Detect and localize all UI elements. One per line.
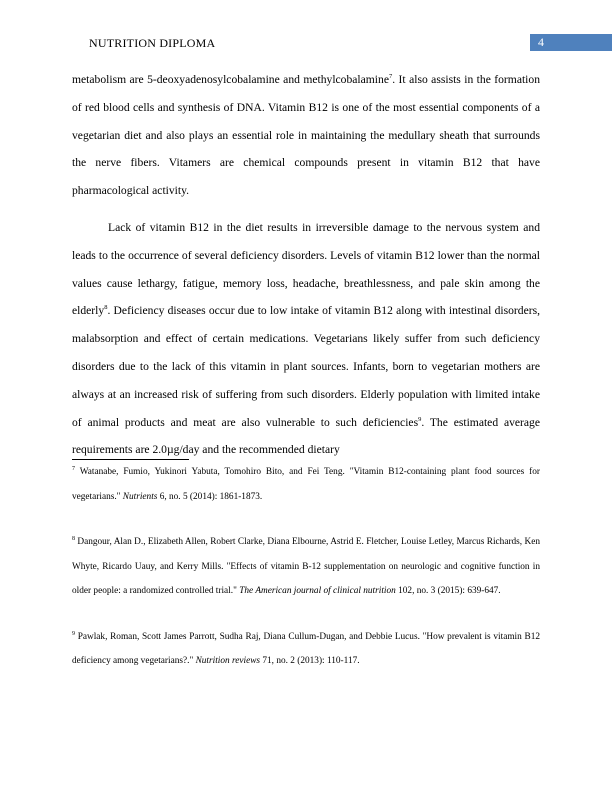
footnote-citation: 6, no. 5 (2014): 1861-1873.	[157, 491, 263, 502]
footnote-number: 7	[72, 465, 75, 472]
paragraph-2-text-a: Lack of vitamin B12 in the diet results in irreversible damage to the nervous system and leads to the occurrence of several deficiency disorders. Levels of vitamin B12 lower than the normal values cause lethargy, fatigue, memory loss, headache, breathlessness, and pale skin among the elderly	[72, 220, 540, 318]
footnote-ref-9: 9	[418, 415, 422, 423]
footnote-journal: Nutrition reviews	[195, 656, 261, 666]
footnote-ref-8: 8	[104, 304, 108, 312]
footnote-citation: 102, no. 3 (2015): 639-647.	[395, 586, 501, 596]
footnote-text: Dangour, Alan D., Elizabeth Allen, Robert Clarke, Diana Elbourne, Astrid E. Fletcher, Louise Letley, Marcus Richards, Ken Whyte, Ricardo Uauy, and Kerry Mills. "Effects of vitamin B-12 supplementation on neurologic and cognitive function in older people: a randomized controlled trial."	[72, 537, 540, 596]
footnote-7	[72, 460, 540, 509]
footnote-ref-7: 7	[388, 73, 393, 81]
footnote-number: 9	[72, 630, 75, 637]
footnotes	[72, 460, 540, 695]
footnote-journal: The American journal of clinical nutrition	[239, 586, 396, 596]
footnote-9	[72, 625, 540, 674]
paragraph-2-text-b: . Deficiency diseases occur due to low intake of vitamin B12 along with intestinal disorders, malabsorption and effect of certain medications. Vegetarians likely suffer from such deficiency disorders due to the lack of this vitamin in plant sources. Infants, born to vegetarian mothers are always at an increased risk of suffering from such disorders. Elderly population with limited intake of animal products and meat are also vulnerable to such deficiencies	[72, 304, 540, 429]
footnote-text: Pawlak, Roman, Scott James Parrott, Sudha Raj, Diana Cullum-Dugan, and Debbie Lucus. "How prevalent is vitamin B12 deficiency among vegetarians?."	[72, 631, 540, 666]
paragraph-1	[72, 66, 540, 205]
paragraph-2	[72, 214, 540, 464]
paragraph-1-text-b: . It also assists in the formation of red blood cells and synthesis of DNA. Vitamin B12 is one of the most essential components of a vegetarian diet and also plays an essential role in maintaining the medullary sheath that surrounds the nerve fibers. Vitamers are chemical compounds present in vitamin B12 that have pharmacological activity.	[72, 73, 540, 198]
footnote-citation: 71, no. 2 (2013): 110-117.	[260, 656, 360, 666]
paragraph-2-text-c: . The estimated average requirements are 2.0µg/day and the recommended dietary	[72, 415, 540, 457]
footnote-8	[72, 530, 540, 604]
header-title: NUTRITION DIPLOMA	[89, 36, 216, 50]
page-number: 4	[530, 34, 612, 51]
footnote-journal: Nutrients	[122, 491, 158, 502]
footnote-number: 8	[72, 535, 75, 542]
footnote-text: Watanabe, Fumio, Yukinori Yabuta, Tomohiro Bito, and Fei Teng. "Vitamin B12-containing plant food sources for vegetarians."	[72, 467, 540, 502]
body-text	[72, 66, 540, 464]
paragraph-1-text-a: metabolism are 5-deoxyadenosylcobalamine and methylcobalamine	[72, 73, 389, 86]
